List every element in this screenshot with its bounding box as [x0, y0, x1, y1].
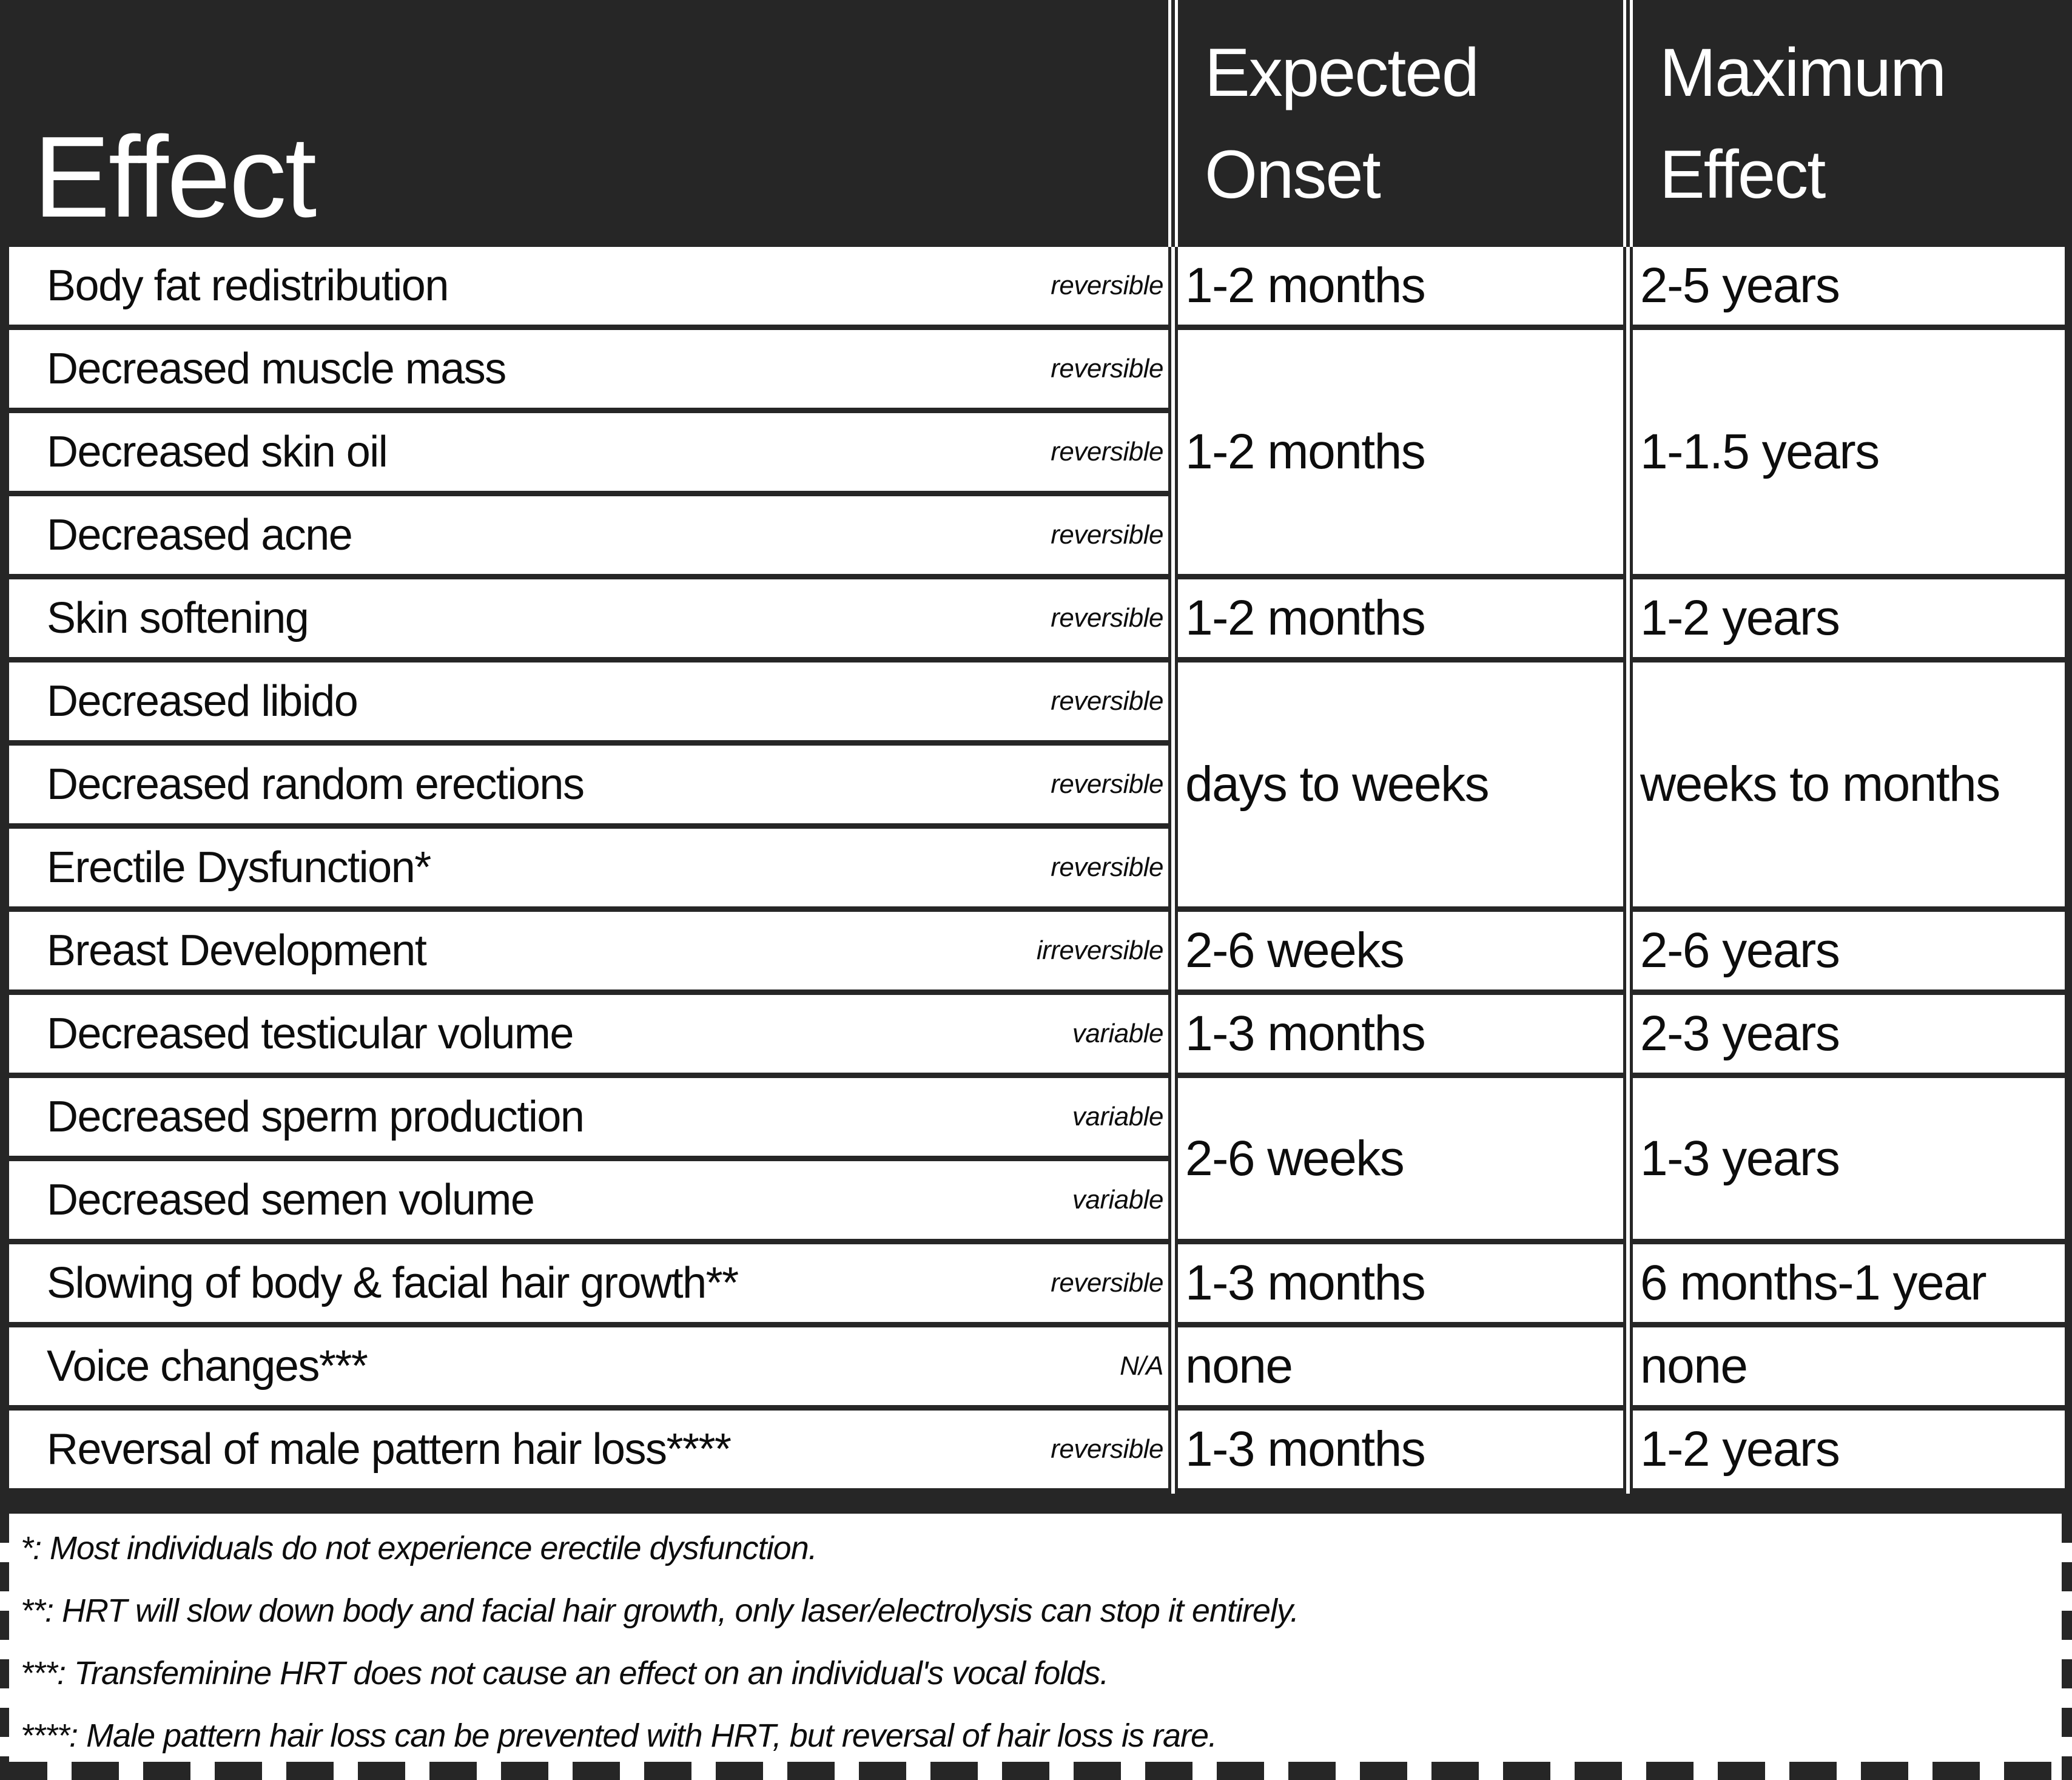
reversibility-tag: reversible [1051, 271, 1163, 300]
effect-row-decreased-random-erections [9, 746, 1168, 829]
max-effect-cell-merged: weeks to months [1633, 662, 2065, 912]
effect-row-decreased-semen-volume [9, 1161, 1168, 1244]
onset-cell: none [1178, 1327, 1623, 1411]
max-effect-cell: 2-5 years [1633, 247, 2065, 330]
effect-row-decreased-testicular-volume [9, 995, 1168, 1078]
onset-cell-merged: 2-6 weeks [1178, 1078, 1623, 1244]
column-header-expected-onset: Expected Onset [1205, 34, 1478, 212]
reversibility-tag: variable [1072, 1185, 1163, 1215]
table-left-border [0, 247, 9, 1494]
effect-row-decreased-libido [9, 662, 1168, 746]
reversibility-tag: reversible [1051, 769, 1163, 799]
onset-cell: 1-3 months [1178, 1411, 1623, 1494]
max-effect-cell-merged: 1-3 years [1633, 1078, 2065, 1244]
reversibility-tag: reversible [1051, 686, 1163, 716]
effect-label: Erectile Dysfunction* [47, 843, 431, 892]
dashed-border-bottom [0, 1762, 2072, 1780]
effect-row-slowing-body-facial-hair-growth [9, 1244, 1168, 1327]
onset-cell: 1-3 months [1178, 1244, 1623, 1327]
table-right-border [2065, 247, 2072, 1494]
effect-label: Decreased libido [47, 677, 358, 726]
column-header-maximum-effect: Maximum Effect [1660, 34, 1946, 212]
max-effect-cell: 6 months-1 year [1633, 1244, 2065, 1327]
onset-cell: 2-6 weeks [1178, 912, 1623, 995]
max-effect-cell: 2-6 years [1633, 912, 2065, 995]
onset-cell: 1-2 months [1178, 247, 1623, 330]
footnote-voice: ***: Transfeminine HRT does not cause an effect on an individual's vocal folds. [21, 1655, 1109, 1691]
column-divider-2-header [1623, 0, 1633, 247]
effect-row-decreased-skin-oil [9, 413, 1168, 496]
effect-label: Body fat redistribution [47, 261, 448, 310]
onset-cell-merged: days to weeks [1178, 662, 1623, 912]
reversibility-tag: variable [1072, 1019, 1163, 1048]
effect-row-erectile-dysfunction [9, 829, 1168, 912]
effect-label: Decreased skin oil [47, 428, 388, 476]
reversibility-tag: reversible [1051, 603, 1163, 633]
effect-row-body-fat-redistribution [9, 247, 1168, 330]
onset-cell: 1-2 months [1178, 579, 1623, 662]
table-bottom-divider [0, 1494, 2072, 1514]
column-divider-1 [1168, 247, 1178, 1494]
reversibility-tag: reversible [1051, 437, 1163, 467]
effect-label: Voice changes*** [47, 1342, 368, 1391]
effect-label: Breast Development [47, 926, 426, 975]
reversibility-tag: reversible [1051, 1434, 1163, 1464]
effect-label: Decreased acne [47, 511, 352, 559]
reversibility-tag: reversible [1051, 354, 1163, 383]
effect-row-decreased-acne [9, 496, 1168, 579]
reversibility-tag: reversible [1051, 1268, 1163, 1298]
dashed-border-left [0, 1514, 9, 1780]
footnote-erectile-dysfunction: *: Most individuals do not experience erectile dysfunction. [21, 1530, 817, 1566]
onset-cell: 1-3 months [1178, 995, 1623, 1078]
reversibility-tag: irreversible [1036, 936, 1163, 965]
effect-label: Decreased muscle mass [47, 345, 506, 393]
max-effect-cell-merged: 1-1.5 years [1633, 330, 2065, 579]
effect-label: Skin softening [47, 594, 309, 642]
effect-row-decreased-muscle-mass [9, 330, 1168, 413]
effect-row-decreased-sperm-production [9, 1078, 1168, 1161]
max-effect-cell: 2-3 years [1633, 995, 2065, 1078]
column-header-effect: Effect [33, 113, 315, 241]
column-divider-1-header [1168, 0, 1178, 247]
effect-row-reversal-male-pattern-hair-loss [9, 1411, 1168, 1494]
reversibility-tag: reversible [1051, 520, 1163, 550]
effect-label: Reversal of male pattern hair loss**** [47, 1425, 731, 1474]
effect-label: Decreased random erections [47, 760, 584, 809]
reversibility-tag: reversible [1051, 852, 1163, 882]
reversibility-tag: N/A [1120, 1351, 1163, 1381]
max-effect-cell: 1-2 years [1633, 579, 2065, 662]
effect-label: Decreased sperm production [47, 1093, 584, 1141]
footnote-hair-loss: ****: Male pattern hair loss can be prevented with HRT, but reversal of hair loss is rare. [21, 1718, 1217, 1754]
effect-row-skin-softening [9, 579, 1168, 662]
effect-row-voice-changes [9, 1327, 1168, 1411]
reversibility-tag: variable [1072, 1102, 1163, 1131]
column-divider-2 [1623, 247, 1633, 1494]
footnote-hair-growth: **: HRT will slow down body and facial hair growth, only laser/electrolysis can stop it entirely. [21, 1593, 1299, 1629]
effect-row-breast-development [9, 912, 1168, 995]
dashed-border-right [2062, 1514, 2072, 1780]
effect-label: Slowing of body & facial hair growth** [47, 1259, 738, 1307]
footnotes-section [0, 1514, 2072, 1780]
onset-cell-merged: 1-2 months [1178, 330, 1623, 579]
effect-label: Decreased semen volume [47, 1176, 534, 1224]
max-effect-cell: 1-2 years [1633, 1411, 2065, 1494]
max-effect-cell: none [1633, 1327, 2065, 1411]
effect-label: Decreased testicular volume [47, 1010, 573, 1058]
